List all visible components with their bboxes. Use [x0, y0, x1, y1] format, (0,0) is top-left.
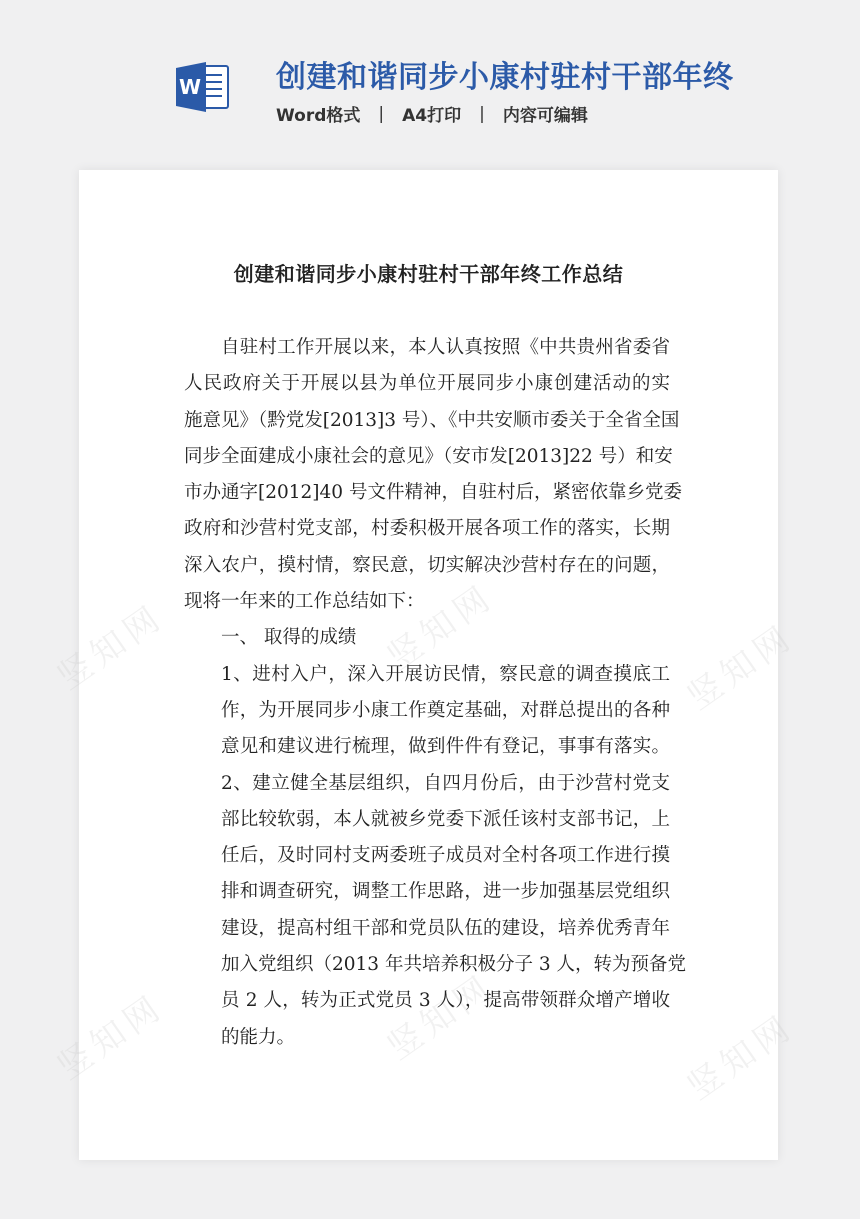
paragraph-line: 1、进村入户，深入开展访民情，察民意的调查摸底工	[221, 663, 670, 685]
paragraph-line: 作，为开展同步小康工作奠定基础，对群总提出的各种	[221, 699, 670, 721]
watermark: 竖知网	[680, 616, 802, 719]
header-title: 创建和谐同步小康村驻村干部年终	[276, 60, 734, 95]
paragraph-line: 任后，及时同村支两委班子成员对全村各项工作进行摸	[221, 845, 670, 867]
document-page	[50, 170, 802, 1160]
paragraph-line: 现将一年来的工作总结如下：	[184, 591, 425, 613]
paragraph-line: 意见和建议进行梳理，做到件件有登记，事事有落实。	[221, 736, 670, 758]
watermark: 竖知网	[380, 576, 502, 679]
word-icon	[176, 62, 230, 112]
paragraph-line: 施意见》（黔党发[2013]3 号）、《中共安顺市委关于全省全国	[184, 409, 680, 431]
paragraph-line: 2、建立健全基层组织，自四月份后，由于沙营村党支	[221, 772, 670, 794]
paragraph-line: 深入农户，摸村情，察民意，切实解决沙营村存在的问题，	[184, 554, 670, 576]
document-body	[184, 330, 686, 1056]
watermark: 竖知网	[380, 966, 502, 1069]
watermark: 竖知网	[50, 986, 172, 1089]
tag-editable: 内容可编辑	[502, 106, 588, 126]
tag-format: Word格式	[276, 106, 361, 126]
paragraph-line: 市办通字[2012]40 号文件精神，自驻村后，紧密依靠乡党委	[184, 482, 682, 504]
paragraph-line: 同步全面建成小康社会的意见》（安市发[2013]22 号）和安	[184, 445, 673, 467]
tag-print: A4打印	[402, 106, 462, 126]
svg-text:W: W	[178, 75, 202, 99]
paragraph-line: 建设，提高村组干部和党员队伍的建设，培养优秀青年	[221, 917, 670, 939]
paragraph-line: 人民政府关于开展以县为单位开展同步小康创建活动的实	[184, 373, 670, 395]
paragraph-line: 员 2 人，转为正式党员 3 人），提高带领群众增产增收	[221, 990, 670, 1012]
tag-separator: |	[479, 103, 485, 124]
paragraph-line: 部比较软弱，本人就被乡党委下派任该村支部书记，上	[221, 808, 670, 830]
paragraph-line: 加入党组织（2013 年共培养积极分子 3 人，转为预备党	[221, 954, 686, 976]
header-tags	[276, 101, 588, 126]
paragraph-line: 排和调查研究，调整工作思路，进一步加强基层党组织	[221, 881, 670, 903]
paragraph-line: 自驻村工作开展以来，本人认真按照《中共贵州省委省	[221, 337, 670, 358]
section-heading: 一、 取得的成绩	[221, 627, 357, 649]
paragraph-line: 政府和沙营村党支部，村委积极开展各项工作的落实，长期	[184, 518, 670, 540]
document-title: 创建和谐同步小康村驻村干部年终工作总结	[233, 262, 624, 286]
watermark: 竖知网	[50, 596, 172, 699]
paragraph-line: 的能力。	[221, 1026, 296, 1048]
tag-separator: |	[378, 103, 385, 124]
watermark: 竖知网	[680, 1006, 802, 1109]
